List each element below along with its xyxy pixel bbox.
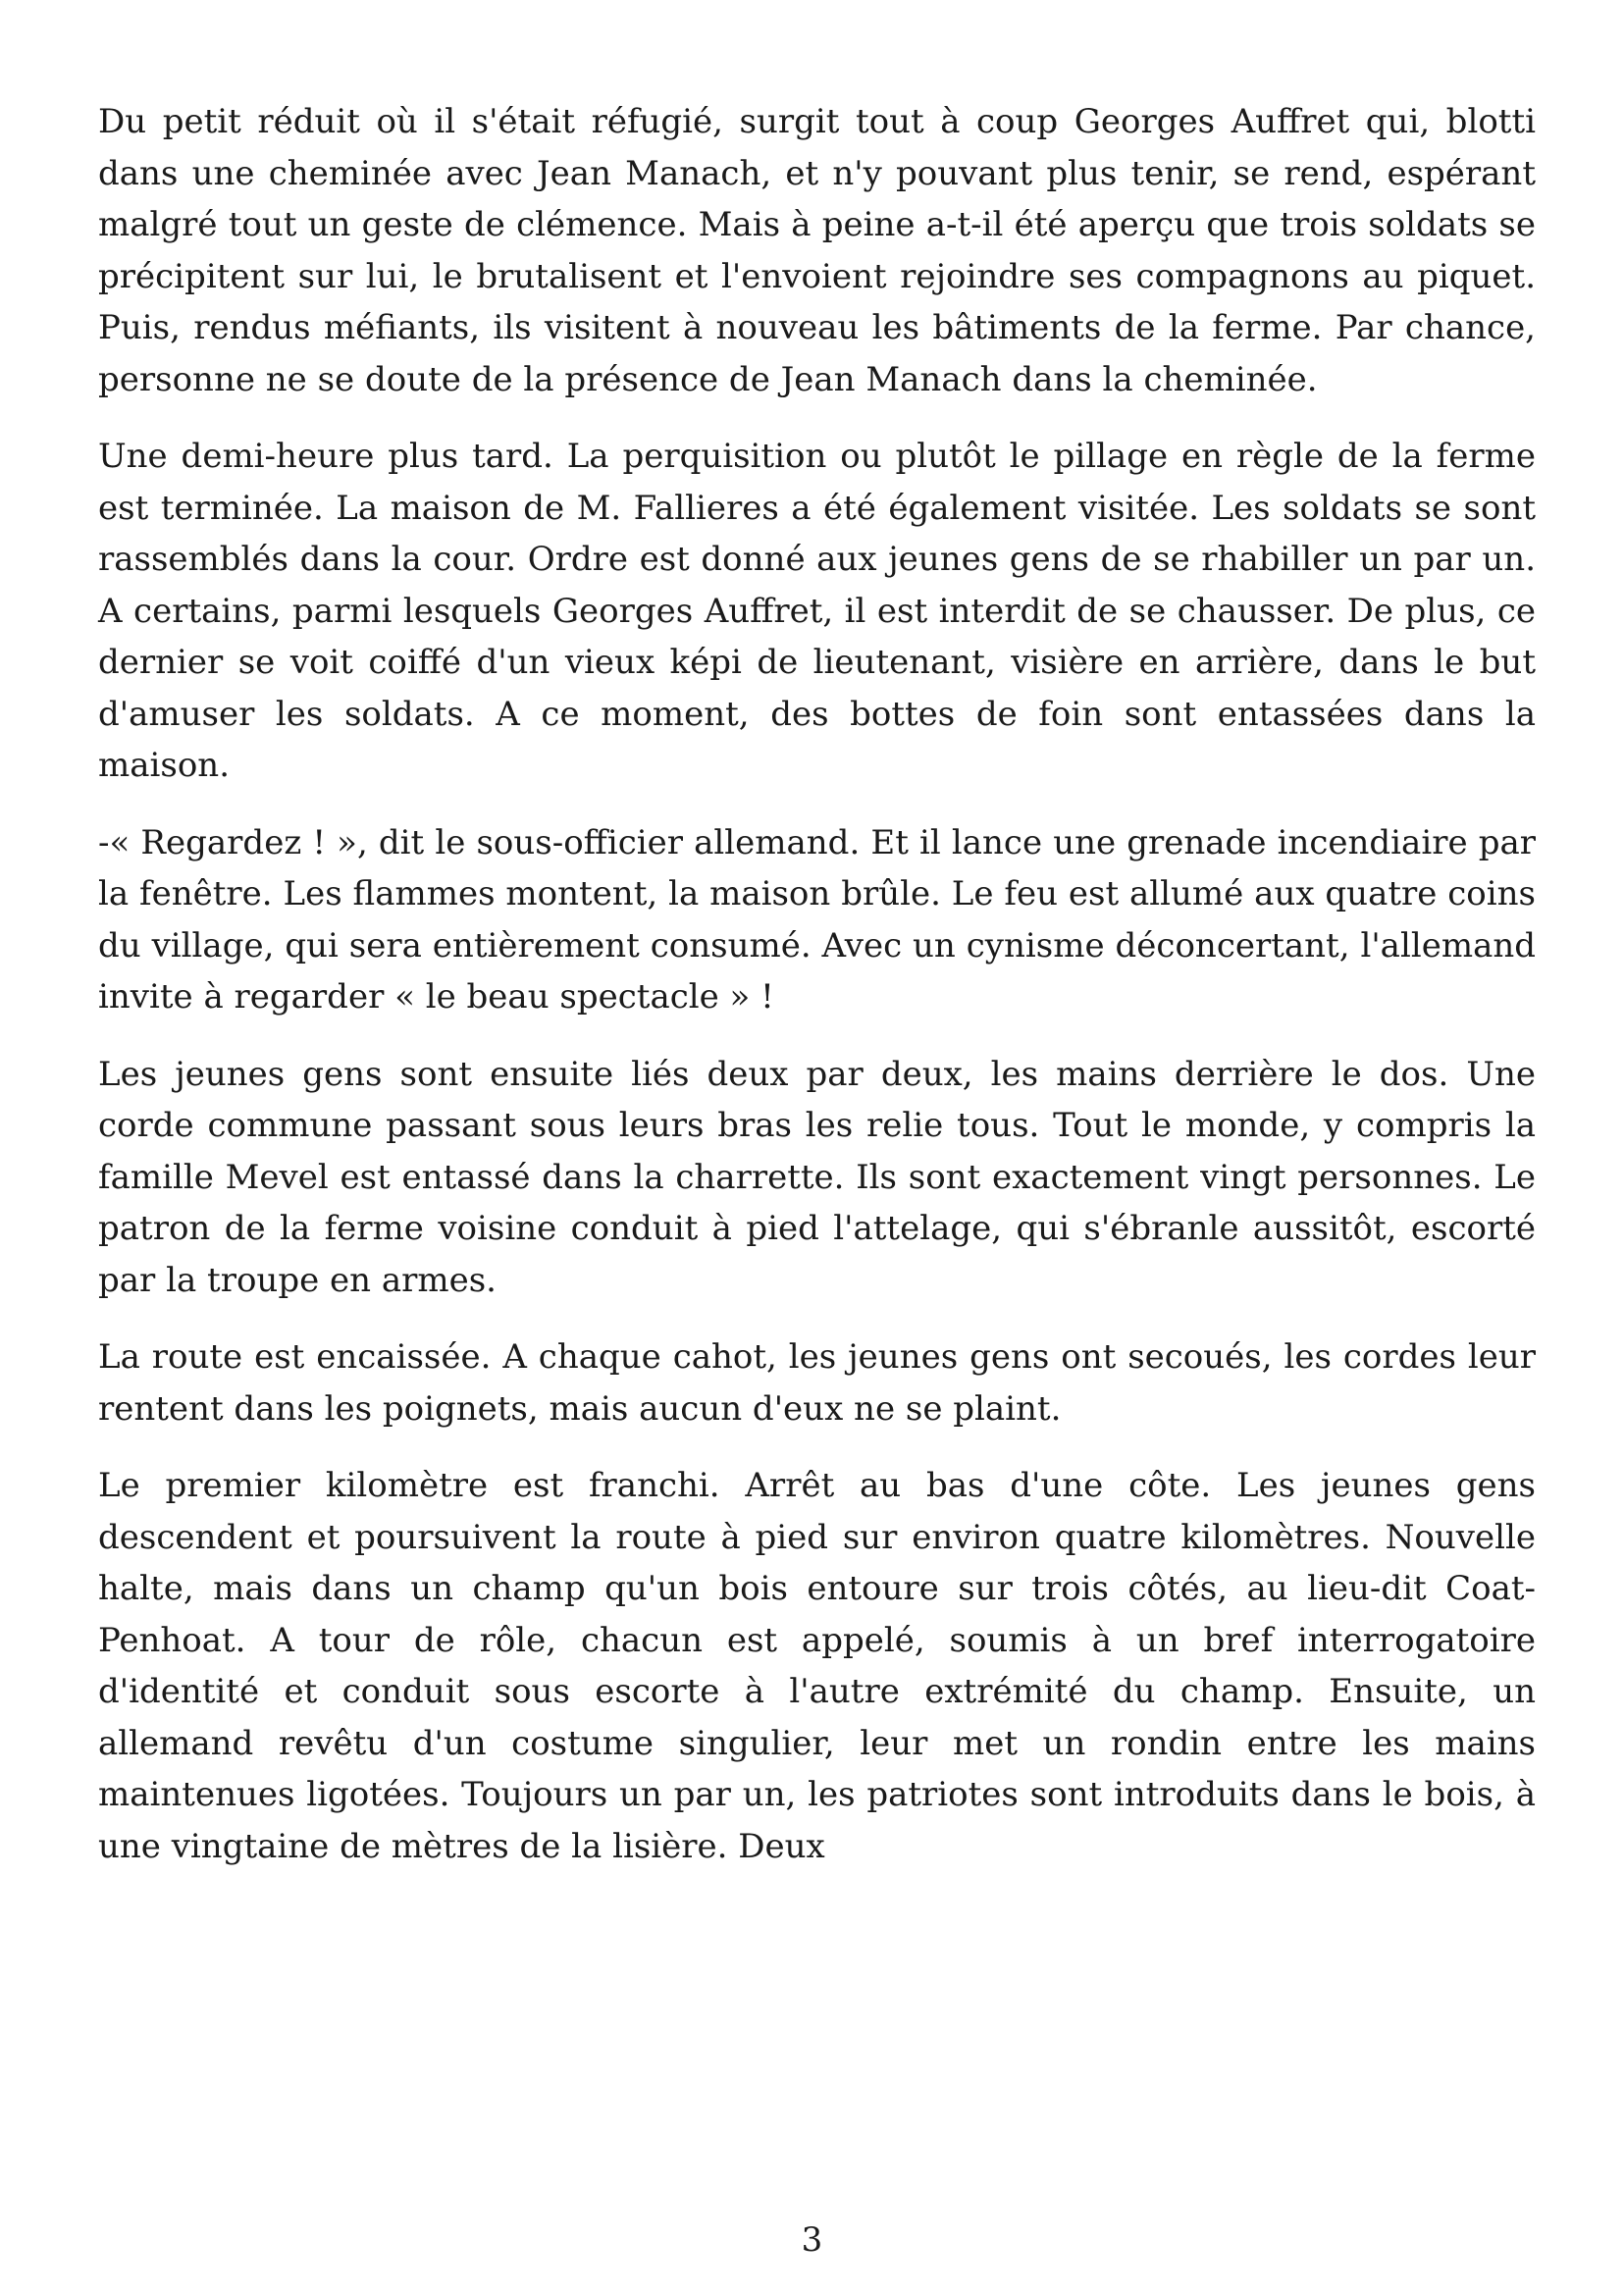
paragraph-1: Du petit réduit où il s'était réfugié, surgit tout à coup Georges Auffret qui, blotti dans une cheminée avec Jean Manach, et n'y pouvant plus tenir, se rend, espérant malgré tout un geste de clémence. Mais à peine a-t-il été aperçu que trois soldats se précipitent sur lui, le brutalisent et l'envoient rejoindre ses compagnons au piquet. Puis, rendus méfiants, ils visitent à nouveau les bâtiments de la ferme. Par chance, personne ne se doute de la présence de Jean Manach dans la cheminée. [98, 102, 1536, 399]
paragraph-6: Le premier kilomètre est franchi. Arrêt au bas d'une côte. Les jeunes gens descendent et poursuivent la route à pied sur environ quatre kilomètres. Nouvelle halte, mais dans un champ qu'un bois entoure sur trois côtés, au lieu-dit Coat-Penhoat. A tour de rôle, chacun est appelé, soumis à un bref interrogatoire d'identité et conduit sous escorte à l'autre extrémité du champ. Ensuite, un allemand revêtu d'un costume singulier, leur met un rondin entre les mains maintenues ligotées. Toujours un par un, les patriotes sont introduits dans le bois, à une vingtaine de mètres de la lisière. Deux [98, 1466, 1536, 1866]
paragraph-2: Une demi-heure plus tard. La perquisition ou plutôt le pillage en règle de la ferme est terminée. La maison de M. Fallieres a été également visitée. Les soldats se sont rassemblés dans la cour. Ordre est donné aux jeunes gens de se rhabiller un par un. A certains, parmi lesquels Georges Auffret, il est interdit de se chausser. De plus, ce dernier se voit coiffé d'un vieux képi de lieutenant, visière en arrière, dans le but d'amuser les soldats. A ce moment, des bottes de foin sont entassées dans la maison. [98, 437, 1536, 785]
paragraph-5: La route est encaissée. A chaque cahot, les jeunes gens ont secoués, les cordes leur rentent dans les poignets, mais aucun d'eux ne se plaint. [98, 1337, 1536, 1429]
document-body [98, 96, 1536, 1872]
page-number: 3 [801, 2220, 823, 2260]
paragraph-4: Les jeunes gens sont ensuite liés deux par deux, les mains derrière le dos. Une corde commune passant sous leurs bras les relie tous. Tout le monde, y compris la famille Mevel est entassé dans la charrette. Ils sont exactement vingt personnes. Le patron de la ferme voisine conduit à pied l'attelage, qui s'ébranle aussitôt, escorté par la troupe en armes. [98, 1054, 1536, 1300]
paragraph-3: -« Regardez ! », dit le sous-officier allemand. Et il lance une grenade incendiaire par la fenêtre. Les flammes montent, la maison brûle. Le feu est allumé aux quatre coins du village, qui sera entièrement consumé. Avec un cynisme déconcertant, l'allemand invite à regarder « le beau spectacle » ! [98, 822, 1536, 1017]
